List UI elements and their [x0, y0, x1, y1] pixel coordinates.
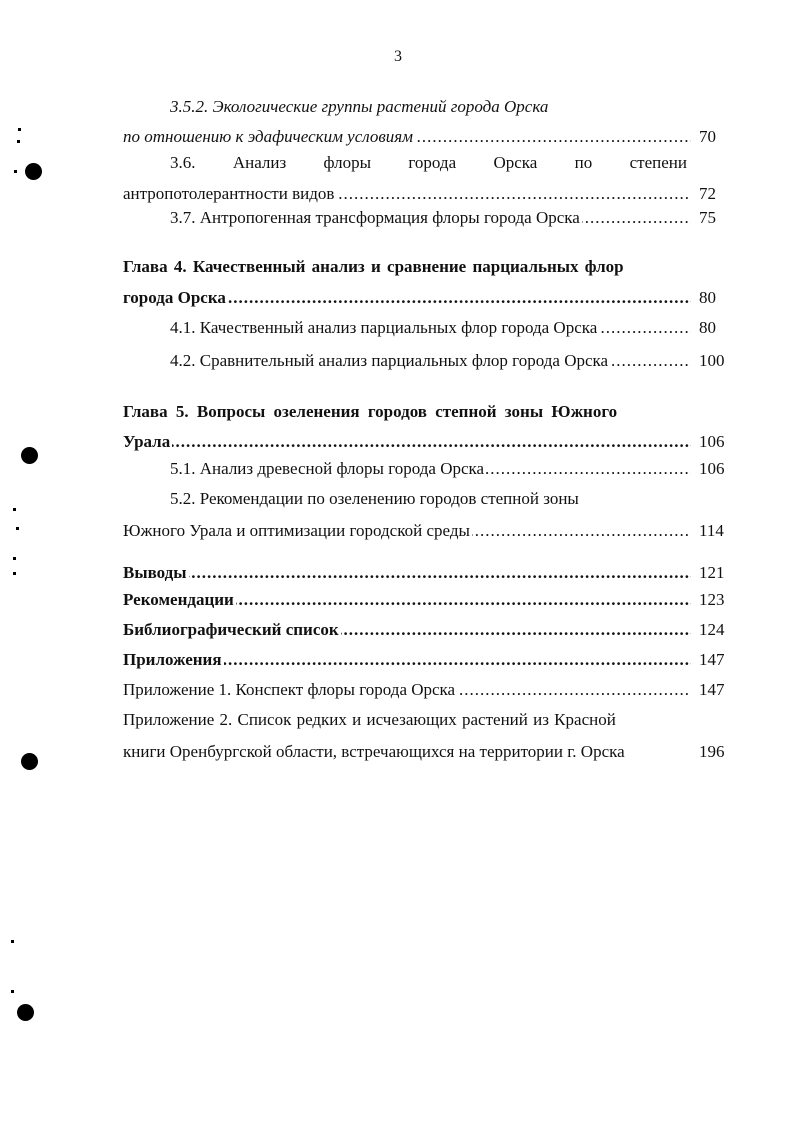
toc-page-3-5-2: 70: [699, 127, 716, 146]
scan-speck: [11, 940, 14, 943]
toc-entry-5-2-continuation: Южного Урала и оптимизации городской среды .....: [123, 520, 691, 542]
scan-speck: [11, 990, 14, 993]
toc-page-5-1: 106: [699, 459, 725, 478]
toc-chapter-4-title: Глава 4. Качественный анализ и сравнение парциальных флор: [123, 257, 624, 276]
scan-speck: [17, 140, 20, 143]
scan-speck: [13, 572, 16, 575]
punch-hole-2: [21, 447, 38, 464]
toc-recommendations: Рекомендации .....: [123, 589, 691, 611]
toc-page-appendices: 147: [699, 650, 725, 669]
toc-entry-5-1: 5.1. Анализ древесной флоры города Орска .....: [170, 458, 691, 480]
scan-speck: [13, 557, 16, 560]
toc-page-4-1: 80: [699, 318, 716, 337]
toc-appendix-1: Приложение 1. Конспект флоры города Орска .....: [123, 679, 691, 701]
toc-page-appendix-1: 147: [699, 680, 725, 699]
toc-conclusions: Выводы .....: [123, 562, 691, 584]
toc-entry-3-5-2-title: 3.5.2. Экологические группы растений города Орска: [170, 97, 549, 116]
toc-appendix-2-title: Приложение 2. Список редких и исчезающих растений из Красной: [123, 710, 616, 729]
toc-entry-4-1: 4.1. Качественный анализ парциальных флор города Орска .....: [170, 317, 691, 339]
scan-speck: [14, 170, 17, 173]
toc-page-3-7: 75: [699, 208, 716, 227]
toc-page-appendix-2: 196: [699, 742, 725, 761]
toc-chapter-5-title: Глава 5. Вопросы озеленения городов степной зоны Южного: [123, 402, 618, 421]
toc-chapter-5-continuation: Урала .....: [123, 431, 691, 453]
scan-speck: [13, 508, 16, 511]
toc-appendices: Приложения .....: [123, 649, 691, 671]
toc-page-chapter-4: 80: [699, 288, 716, 307]
toc-entry-3-6-continuation: антропотолерантности видов .....: [123, 183, 691, 205]
punch-hole-1: [25, 163, 42, 180]
toc-appendix-2-continuation: книги Оренбургской области, встречающихся на территории г. Орска: [123, 742, 625, 761]
toc-entry-5-2-title: 5.2. Рекомендации по озеленению городов степной зоны: [170, 489, 579, 508]
toc-page-recommendations: 123: [699, 590, 725, 609]
toc-entry-3-7: 3.7. Антропогенная трансформация флоры города Орска .....: [170, 207, 691, 229]
toc-entry-3-5-2-continuation: по отношению к эдафическим условиям .....: [123, 126, 691, 148]
toc-page-5-2: 114: [699, 521, 724, 540]
toc-entry-3-6-title: 3.6. Анализ флоры города Орска по степени: [170, 153, 687, 172]
scan-speck: [16, 527, 19, 530]
toc-chapter-4-continuation: города Орска .....: [123, 287, 691, 309]
punch-hole-4: [17, 1004, 34, 1021]
toc-bibliography: Библиографический список .....: [123, 619, 691, 641]
toc-entry-4-2: 4.2. Сравнительный анализ парциальных флор города Орска .....: [170, 350, 691, 372]
punch-hole-3: [21, 753, 38, 770]
toc-page-3-6: 72: [699, 184, 716, 203]
toc-page-4-2: 100: [699, 351, 725, 370]
toc-page-chapter-5: 106: [699, 432, 725, 451]
page-number: 3: [394, 48, 402, 65]
scan-speck: [18, 128, 21, 131]
toc-page-bibliography: 124: [699, 620, 725, 639]
toc-page-conclusions: 121: [699, 563, 725, 582]
